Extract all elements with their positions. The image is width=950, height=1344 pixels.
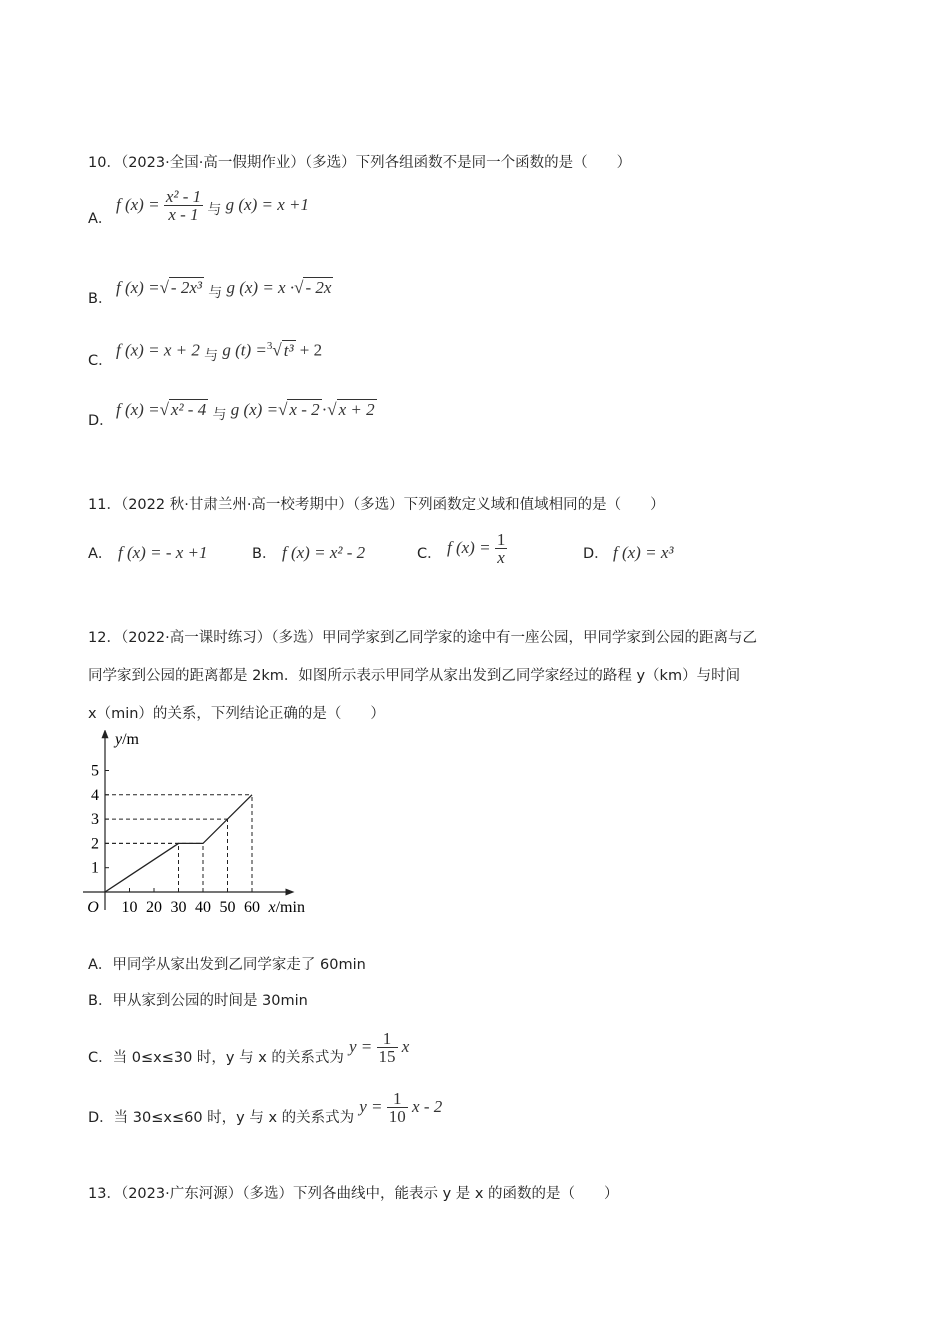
radicand: x² - 4 (170, 400, 207, 419)
distance-time-graph (80, 730, 330, 920)
multiply-dot: · (321, 400, 328, 419)
q12-stem-line2: 同学家到公园的距离都是 2km．如图所示表示甲同学从家出发到乙同学家经过的路程 y（km）与时间 (88, 668, 741, 684)
option-label: B． (88, 993, 113, 1009)
equation-tail: x (401, 1036, 410, 1056)
option-label: B． (252, 546, 277, 562)
function-expression: f (x) = - x +1 (118, 543, 208, 562)
q12-option-d[interactable] (88, 1090, 442, 1126)
q10-stem: 10．（2023·全国·高一假期作业）（多选）下列各组函数不是同一个函数的是（ ） (88, 155, 632, 171)
function-name: g (x) = (230, 400, 279, 419)
x-tick-label: 40 (195, 899, 211, 916)
fraction-denominator: x - 1 (164, 205, 203, 224)
function-expression: g (x) = x +1 (225, 194, 309, 214)
y-tick-label: 1 (91, 859, 99, 877)
q12-option-c[interactable] (88, 1030, 409, 1066)
y-axis-arrow (102, 730, 109, 738)
q10-option-a[interactable] (88, 187, 309, 227)
option-label: C． (88, 353, 113, 369)
q12-option-a[interactable] (88, 955, 366, 975)
fraction-numerator: 1 (393, 1089, 402, 1108)
y-tick-label: 3 (91, 811, 99, 829)
option-text: 当 0≤x≤30 时，y 与 x 的关系式为 (112, 1049, 344, 1066)
y-tick-label: 5 (91, 762, 99, 780)
y-axis-label: y/m (115, 731, 139, 749)
option-label: A． (88, 957, 113, 973)
option-label: A． (88, 211, 113, 227)
fraction-denominator: 15 (378, 1047, 396, 1066)
function-expression: f (x) = x + 2 (116, 340, 200, 360)
connector-word: 与 (204, 347, 219, 364)
option-label: D． (88, 413, 114, 429)
x-tick-label: 60 (244, 899, 260, 916)
option-text: 当 30≤x≤60 时，y 与 x 的关系式为 (113, 1109, 355, 1126)
y-tick-label: 4 (91, 786, 99, 804)
fraction-numerator: 1 (382, 1029, 392, 1048)
equation-lhs: y = (348, 1036, 373, 1056)
radicand: - 2x³ (170, 278, 202, 297)
x-tick-label: 50 (219, 899, 236, 916)
radicand: x - 2 (289, 400, 320, 419)
option-label: D． (583, 546, 609, 562)
x-axis-label: x/min (268, 899, 305, 916)
function-name: f (x) = (116, 400, 160, 419)
y-tick-label: 2 (91, 835, 99, 853)
option-text: 甲同学从家出发到乙同学家走了 60min (112, 957, 366, 973)
x-tick-label: 30 (170, 899, 187, 916)
radicand: t³ (283, 340, 294, 360)
equation-tail: x - 2 (412, 1096, 443, 1116)
fraction-denominator: 10 (388, 1107, 406, 1126)
option-label: A． (88, 546, 113, 562)
x-tick-label: 20 (146, 899, 162, 916)
radicand: - 2x (305, 278, 332, 297)
option-label: B． (88, 291, 113, 307)
radicand: x + 2 (338, 400, 375, 419)
function-expression: f (x) = x² - 2 (282, 543, 366, 562)
x-tick-label: 10 (121, 899, 138, 916)
q11-option-c[interactable] (417, 530, 506, 567)
fraction-numerator: 1 (496, 530, 506, 549)
q11-stem: 11．（2022 秋·甘肃兰州·高一校考期中）（多选）下列函数定义域和值域相同的是（ ） (88, 497, 665, 513)
q10-option-b[interactable]: B． f (x) =√ - 2x³ $_与$ g (x) = x ·√ - 2x (88, 278, 332, 307)
q12-stem-line3: x（min）的关系，下列结论正确的是（ ） (88, 706, 385, 722)
function-name: g (x) = x · (226, 278, 295, 297)
root-index: 3 (266, 340, 273, 352)
q10-option-c[interactable]: C． f (x) = x + 2 $_与$ g (t) =$^3$√ t³ + 2 (88, 340, 323, 369)
option-label: C． (88, 1049, 113, 1066)
connector-word: 与 (207, 201, 222, 218)
q10-option-d[interactable]: D． f (x) =√ x² - 4 $_与$ g (x) =√ x - 2 ·√ x + 2 (88, 400, 375, 429)
connector-word: 与 (212, 407, 227, 423)
option-text: 甲从家到公园的时间是 30min (112, 993, 308, 1009)
connector-word: 与 (208, 285, 223, 301)
fraction-denominator: x (495, 548, 508, 567)
q12-stem-line1: 12．（2022·高一课时练习）（多选）甲同学家到乙同学家的途中有一座公园，甲同学家到公园的距离与乙 (88, 630, 757, 646)
function-name: f (x) = (116, 194, 160, 214)
function-expression: f (x) = x³ (613, 543, 674, 562)
q12-option-b[interactable] (88, 991, 308, 1011)
q11-option-d[interactable] (583, 543, 674, 564)
q11-option-b[interactable] (252, 543, 366, 564)
q13-stem: 13．（2023·广东河源）（多选）下列各曲线中，能表示 y 是 x 的函数的是（ ） (88, 1186, 619, 1202)
origin-label: O (87, 899, 99, 916)
function-name: g (t) = (222, 340, 267, 360)
expression-tail: + 2 (299, 340, 323, 360)
option-label: C． (417, 546, 442, 562)
option-label: D． (88, 1109, 114, 1126)
x-axis-arrow (286, 889, 295, 896)
fraction-numerator: x² - 1 (165, 187, 202, 206)
function-name: f (x) = (447, 537, 491, 557)
q11-option-a[interactable] (88, 543, 208, 564)
equation-lhs: y = (359, 1096, 383, 1116)
function-name: f (x) = (116, 278, 160, 297)
